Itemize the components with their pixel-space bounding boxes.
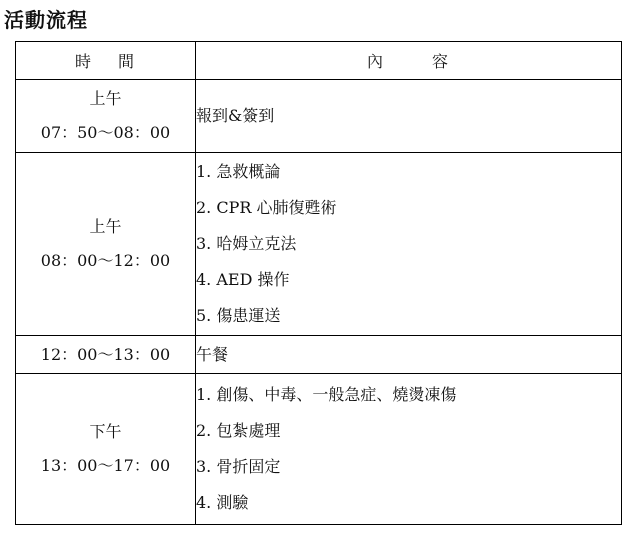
period-label: 上午 [89, 89, 122, 108]
table-row [16, 374, 622, 525]
list-item: 報到&簽到 [196, 106, 275, 125]
table-row [16, 153, 622, 336]
table-row [16, 336, 622, 374]
time-cell [16, 153, 196, 336]
list-item: 3. 骨折固定 [196, 457, 281, 476]
time-range: 08：00～12：00 [40, 251, 171, 270]
list-item: 3. 哈姆立克法 [196, 234, 297, 253]
page-title: 活動流程 [4, 8, 88, 32]
time-range: 13：00～17：00 [40, 456, 171, 475]
time-range: 07：50～08：00 [40, 123, 171, 142]
content-cell [196, 374, 622, 525]
header-content: 內 容 [196, 42, 622, 80]
content-cell [196, 153, 622, 336]
content-cell [196, 80, 622, 153]
time-cell [16, 374, 196, 525]
list-item: 4. 測驗 [196, 493, 249, 512]
list-item: 1. 創傷、中毒、一般急症、燒燙凍傷 [196, 385, 457, 404]
list-item: 5. 傷患運送 [196, 306, 281, 325]
period-label: 下午 [89, 422, 122, 441]
table-row [16, 80, 622, 153]
table-header-row [16, 42, 622, 80]
list-item: 4. AED 操作 [196, 270, 290, 289]
list-item: 2. CPR 心肺復甦術 [196, 198, 337, 217]
period-label: 上午 [89, 217, 122, 236]
time-cell [16, 336, 196, 374]
header-time: 時 間 [16, 42, 196, 80]
list-item: 午餐 [196, 344, 229, 364]
content-cell [196, 336, 622, 374]
time-cell [16, 80, 196, 153]
schedule-table [15, 41, 622, 525]
time-range: 12：00～13：00 [40, 344, 171, 364]
list-item: 2. 包紮處理 [196, 421, 281, 440]
list-item: 1. 急救概論 [196, 162, 281, 181]
